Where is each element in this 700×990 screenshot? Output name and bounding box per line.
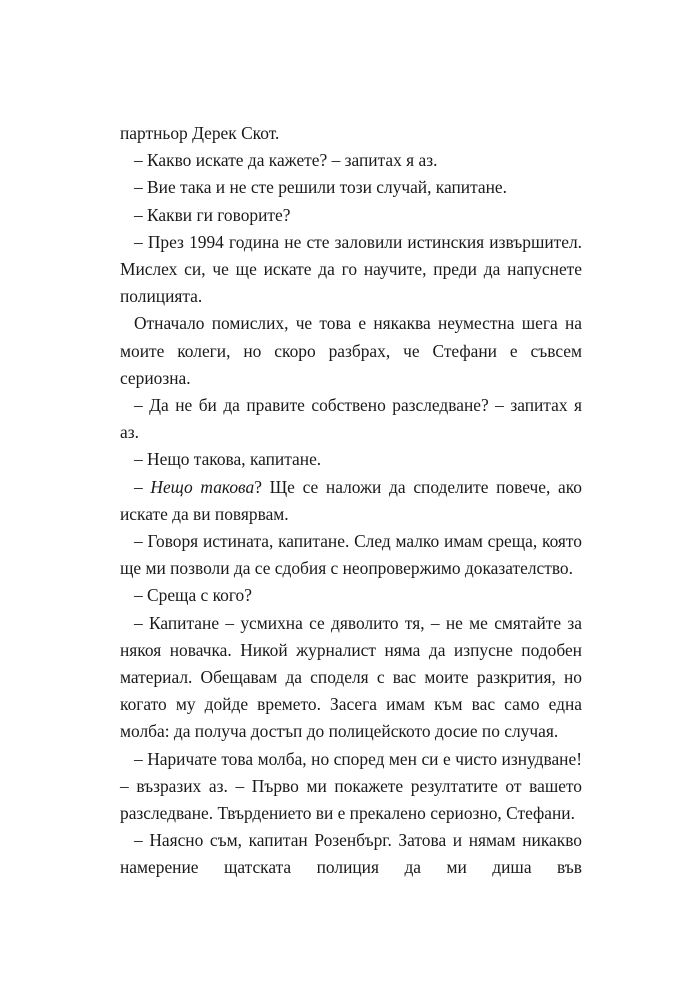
paragraph-13: – Наричате това молба, но според мен си е чисто изнудване! – възразих аз. – Първо ми покажете резултатите от вашето разследване. Твърдението ви е прекалено сериозно, Стефани.: [120, 748, 582, 824]
paragraph-9: – Нещо такова? Ще се наложи да споделите повече, ако искате да ви повярвам.: [120, 476, 583, 524]
page-text: [120, 120, 582, 882]
paragraph-10: – Говоря истината, капитане. След малко имам среща, която ще ми позволи да се сдобия с неопровержимо доказателство.: [120, 531, 582, 579]
paragraph-12: – Капитане – усмихна се дяволито тя, – не ме смятайте за някоя новачка. Никой журналист няма да изпусне подобен материал. Обещавам да споделя с вас моите разкрития, но когато му дойде времето. Засега имам към вас само една молба: да получа достъп до полицейското досие по случая.: [120, 612, 582, 742]
paragraph-4: – Какви ги говорите?: [134, 204, 291, 225]
paragraph-7: – Да не би да правите собствено разследване? – запитах я аз.: [120, 395, 582, 443]
paragraph-14: – Наясно съм, капитан Розенбърг. Затова и нямам никакво намерение щатската полиция да ми диша във: [120, 830, 582, 878]
paragraph-8: – Нещо такова, капитане.: [134, 449, 322, 470]
paragraph-5: – През 1994 година не сте заловили истинския извършител. Мислех си, че ще искате да го научите, преди да напуснете полицията.: [120, 231, 582, 307]
italic-phrase: Нещо такова: [150, 476, 255, 497]
paragraph-3: – Вие така и не сте решили този случай, капитане.: [134, 177, 507, 198]
paragraph-11: – Среща с кого?: [134, 585, 252, 606]
paragraph-2: – Какво искате да кажете? – запитах я аз.: [134, 150, 438, 171]
paragraph-1: партньор Дерек Скот.: [120, 123, 280, 143]
paragraph-6: Отначало помислих, че това е някаква неуместна шега на моите колеги, но скоро разбрах, че Стефани е съвсем сериозна.: [120, 313, 582, 388]
